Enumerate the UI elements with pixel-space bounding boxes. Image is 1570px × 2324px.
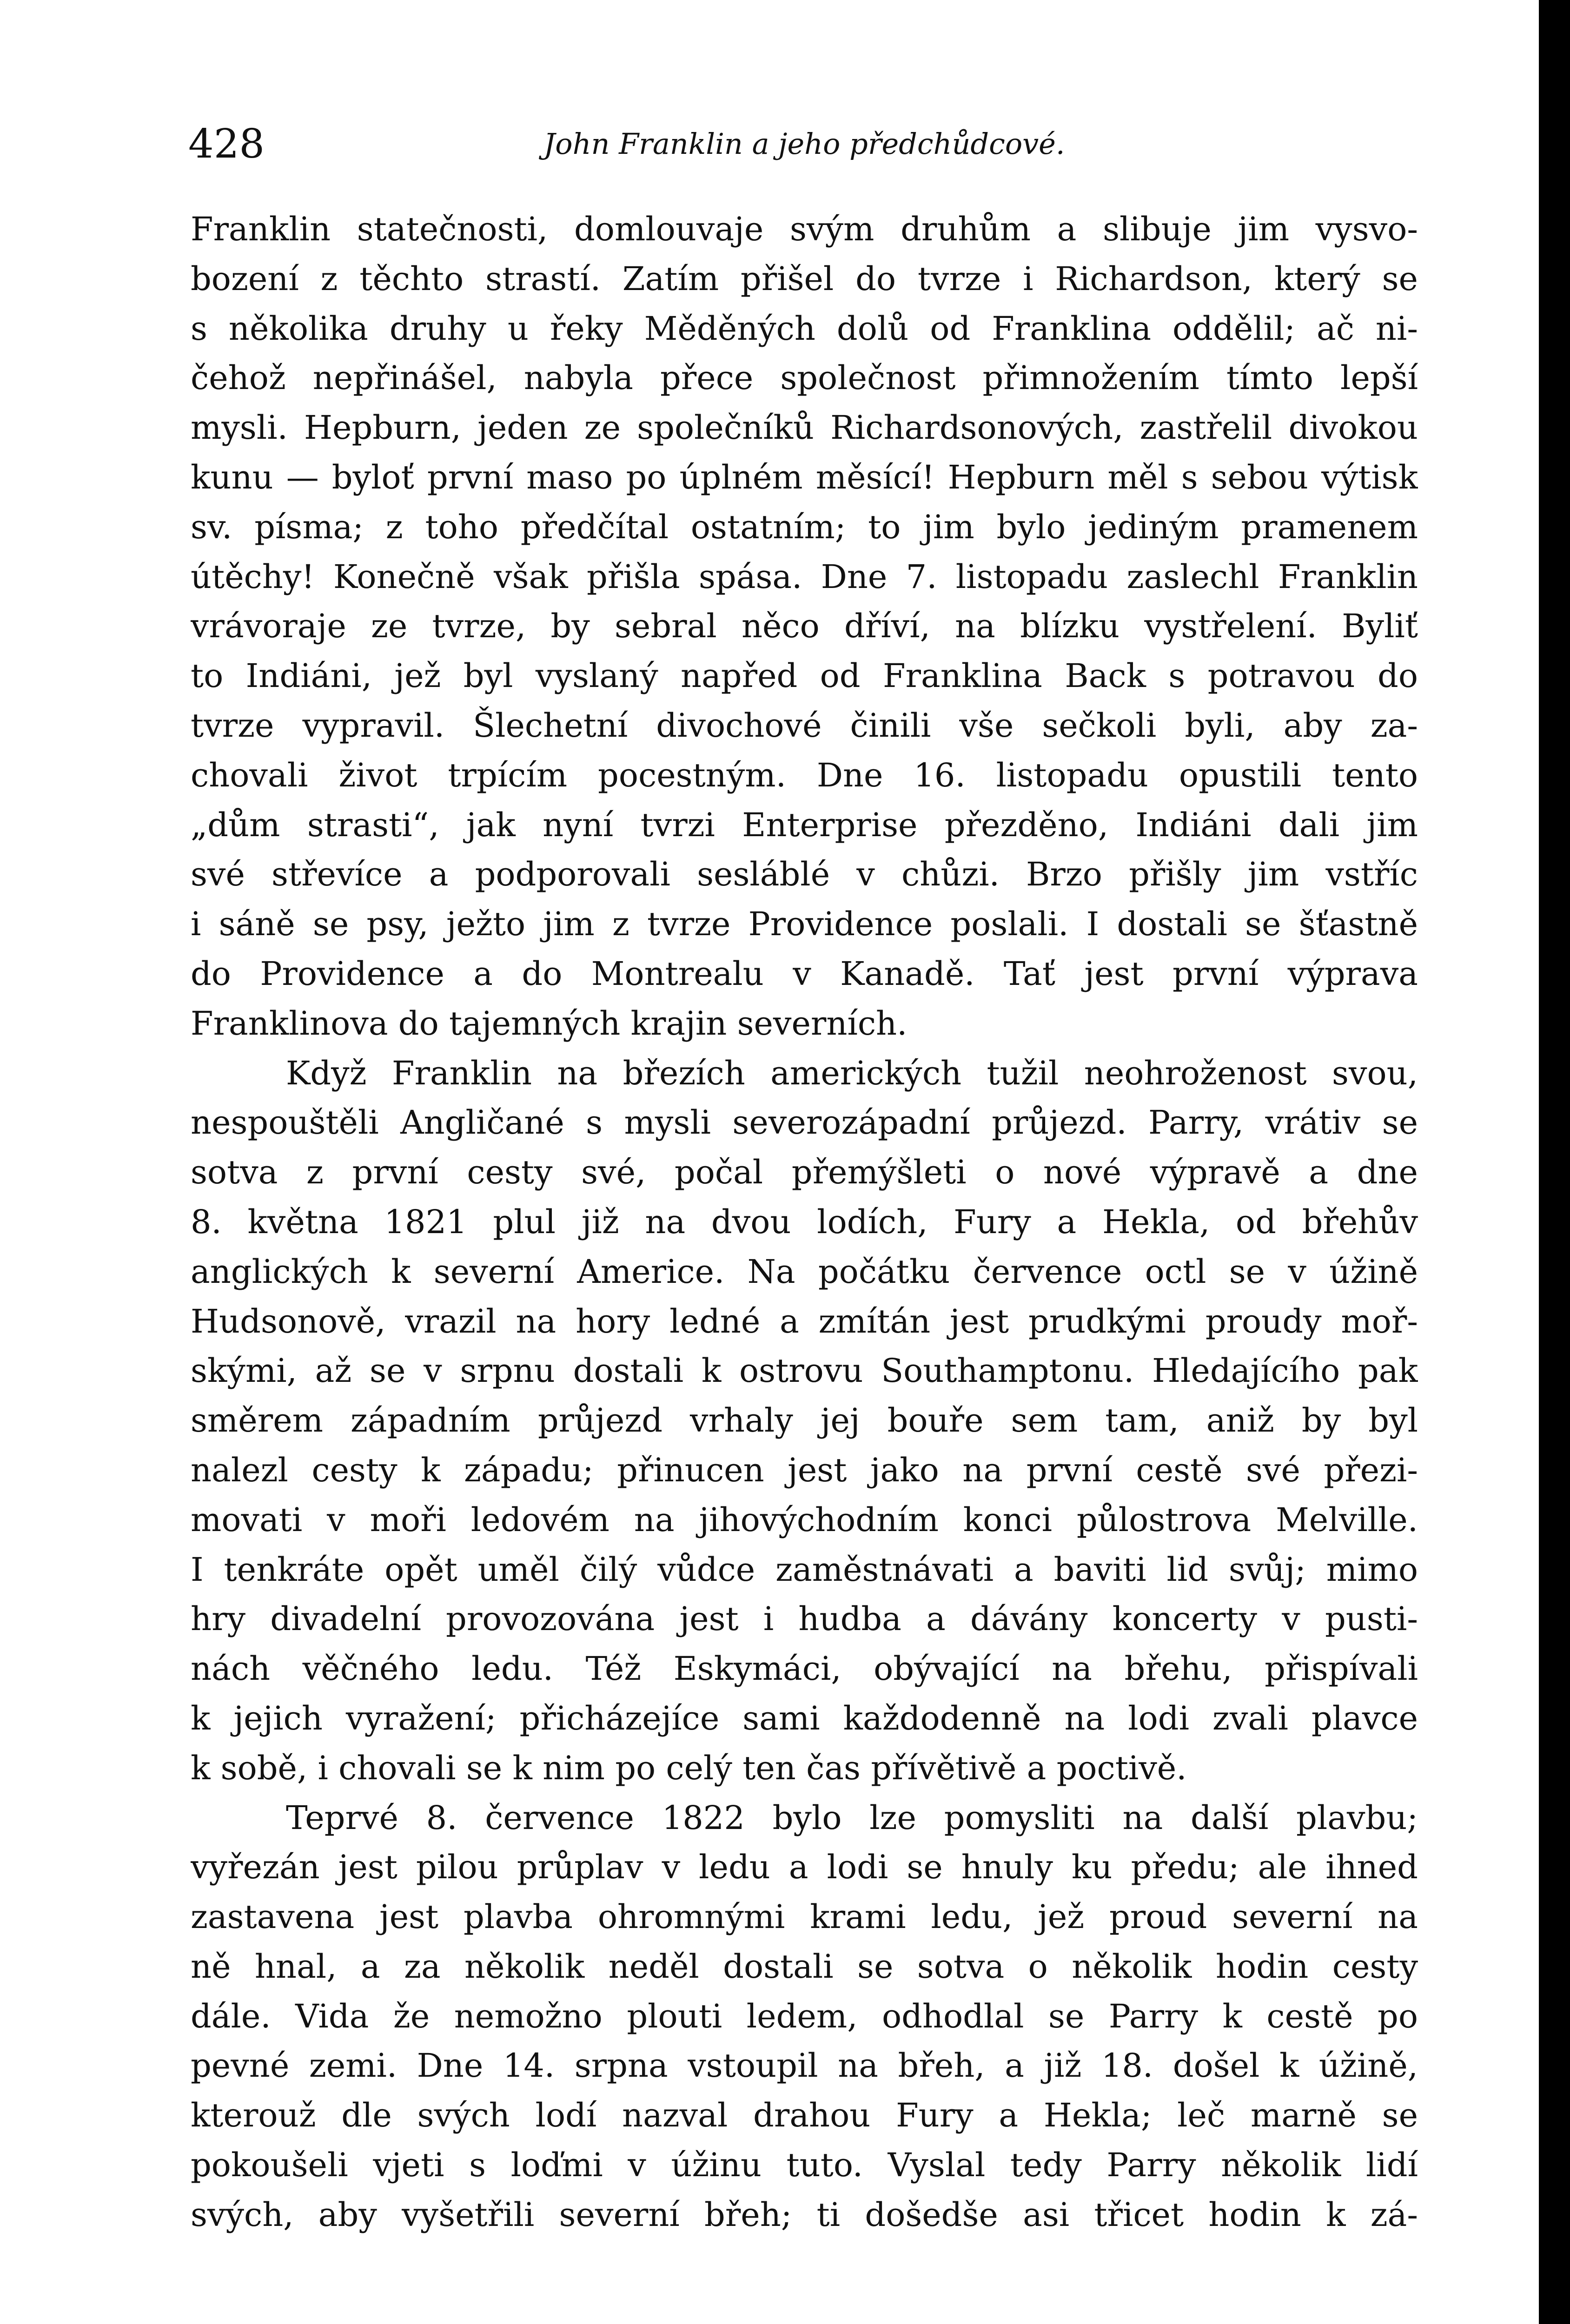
text-line: k jejich vyražení; přicházejíce sami každodenně na lodi zvali plavce [191,1699,1418,1737]
text-line: i sáně se psy, ježto jim z tvrze Providence poslali. I dostali se šťastně [191,905,1418,944]
text-line: bození z těchto strastí. Zatím přišel do tvrze i Richardson, který se [191,259,1418,298]
text-line: nách věčného ledu. Též Eskymáci, obývající na břehu, přispívali [191,1650,1418,1688]
text-line: „dům strasti“, jak nyní tvrzi Enterprise přezděno, Indiáni dali jim [191,805,1418,844]
text-line: sotva z první cesty své, počal přemýšleti o nové výpravě a dne [191,1153,1418,1192]
text-line: do Providence a do Montrealu v Kanadě. Tať jest první výprava [191,954,1418,993]
page-number: 428 [188,121,265,167]
text-line: pevné zemi. Dne 14. srpna vstoupil na břeh, a již 18. došel k úžině, [191,2047,1418,2085]
text-line: Teprvé 8. července 1822 bylo lze pomysliti na další plavbu; [286,1798,1418,1837]
text-line: movati v moři ledovém na jihovýchodním konci půlostrova Melville. [191,1500,1418,1539]
page-header [188,119,1420,170]
text-line: pokoušeli vjeti s loďmi v úžinu tuto. Vyslal tedy Parry několik lidí [191,2146,1418,2185]
text-line: sv. písma; z toho předčítal ostatním; to jim bylo jediným pramenem [191,508,1418,546]
paragraph-3 [191,1793,1418,2240]
text-line: ně hnal, a za několik neděl dostali se sotva o několik hodin cesty [191,1947,1418,1986]
text-line: dále. Vida že nemožno plouti ledem, odhodlal se Parry k cestě po [191,1997,1418,2035]
text-line: vyřezán jest pilou průplav v ledu a lodi se hnuly ku předu; ale ihned [191,1848,1418,1887]
text-line: 8. května 1821 plul již na dvou lodích, Fury a Hekla, od břehův [191,1202,1418,1241]
text-line: nespouštěli Angličané s mysli severozápadní průjezd. Parry, vrátiv se [191,1103,1418,1142]
text-line: Hudsonově, vrazil na hory ledné a zmítán jest prudkými proudy moř- [191,1302,1418,1340]
text-line: čehož nepřinášel, nabyla přece společnost přimnožením tímto lepší [191,359,1418,397]
text-line: směrem západním průjezd vrhaly jej bouře sem tam, aniž by byl [191,1401,1418,1440]
text-line: s několika druhy u řeky Měděných dolů od Franklina oddělil; ač ni- [191,309,1418,348]
text-line: zastavena jest plavba ohromnými krami ledu, jež proud severní na [191,1898,1418,1936]
running-title: John Franklin a jeho předchůdcové. [543,127,1065,161]
text-line: vrávoraje ze tvrze, by sebral něco dříví, na blízku vystřelení. Byliť [191,607,1418,646]
paragraph-1 [191,205,1418,1049]
paragraph-2 [191,1049,1418,1793]
text-line: chovali život trpícím pocestným. Dne 16. listopadu opustili tento [191,756,1418,794]
text-line: to Indiáni, jež byl vyslaný napřed od Franklina Back s potravou do [191,657,1418,695]
text-line: Když Franklin na březích amerických tužil neohroženost svou, [286,1054,1418,1092]
text-line: anglických k severní Americe. Na počátku července octl se v úžině [191,1252,1418,1291]
text-line: hry divadelní provozována jest i hudba a dávány koncerty v pusti- [191,1600,1418,1638]
text-line: skými, až se v srpnu dostali k ostrovu Southamptonu. Hledajícího pak [191,1352,1418,1390]
text-line: Franklinova do tajemných krajin severních. [191,1004,908,1043]
text-line: tvrze vypravil. Šlechetní divochové činili vše sečkoli byli, aby za- [191,706,1418,745]
text-line: svých, aby vyšetřili severní břeh; ti došedše asi třicet hodin k zá- [191,2195,1418,2234]
text-line: I tenkráte opět uměl čilý vůdce zaměstnávati a baviti lid svůj; mimo [191,1550,1418,1589]
text-line: kterouž dle svých lodí nazval drahou Fury a Hekla; leč marně se [191,2096,1418,2135]
text-line: kunu — byloť první maso po úplném měsící! Hepburn měl s sebou výtisk [191,458,1418,496]
text-line: nalezl cesty k západu; přinucen jest jako na první cestě své přezi- [191,1451,1418,1489]
text-line: útěchy! Konečně však přišla spása. Dne 7. listopadu zaslechl Franklin [191,557,1418,596]
text-line: své střevíce a podporovali sesláblé v chůzi. Brzo přišly jim vstříc [191,855,1418,894]
text-line: k sobě, i chovali se k nim po celý ten čas přívětivě a poctivě. [191,1749,1187,1787]
body-text [191,205,1418,2240]
text-line: mysli. Hepburn, jeden ze společníků Richardsonových, zastřelil divokou [191,409,1418,447]
scan-edge [1539,0,1570,2324]
text-line: Franklin statečnosti, domlouvaje svým druhům a slibuje jim vysvo- [191,210,1418,248]
